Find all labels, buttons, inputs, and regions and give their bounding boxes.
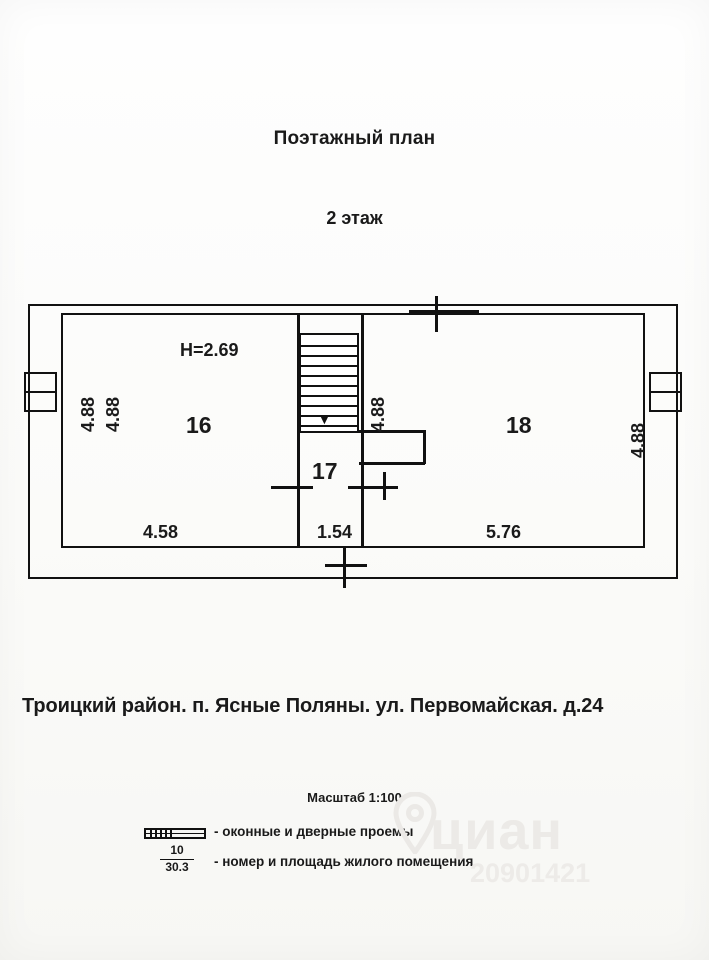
- room-number-area-symbol: [140, 843, 210, 874]
- watermark-id: 20901421: [470, 858, 591, 888]
- dimension-bottom-right: 5.76: [486, 522, 522, 542]
- legend-fraction-denominator: 30.3: [165, 859, 189, 874]
- floor-subtitle: 2 этаж: [326, 208, 383, 228]
- opening-mark-top-horizontal: [409, 310, 479, 313]
- legend-fraction-numerator: 10: [170, 843, 184, 857]
- dimension-middle: 4.88: [368, 396, 388, 432]
- legend: [140, 822, 610, 874]
- door-mark-right: [348, 486, 398, 489]
- address-line: Троицкий район. п. Ясные Поляны. ул. Первомайская. д.24: [22, 695, 604, 717]
- room-label-16: 16: [186, 412, 212, 438]
- dimension-bottom-left: 4.58: [143, 522, 179, 542]
- room-label-18: 18: [506, 412, 532, 438]
- window-right: [649, 372, 682, 412]
- scale-label: Масштаб 1:100: [307, 790, 402, 805]
- dimension-right: 4.88: [628, 422, 648, 458]
- door-mark-left: [271, 486, 313, 489]
- watermark-brand: циан: [430, 801, 564, 861]
- openings-symbol: [140, 822, 210, 844]
- landing-edge-right: [423, 430, 426, 464]
- legend-row-room-number: [140, 843, 610, 874]
- opening-mark-bottom-vertical: [343, 546, 346, 588]
- room-label-17: 17: [312, 458, 338, 484]
- legend-text-room-number: - номер и площадь жилого помещения: [214, 854, 474, 869]
- opening-mark-top-vertical: [435, 296, 438, 332]
- dimension-bottom-middle: 1.54: [317, 522, 353, 542]
- window-left: [24, 372, 57, 412]
- landing-edge-bottom: [359, 462, 425, 465]
- floor-plan-drawing: [28, 300, 680, 583]
- legend-row-openings: [140, 822, 610, 848]
- page-title: Поэтажный план: [273, 128, 436, 149]
- opening-mark-bottom-horizontal: [325, 564, 367, 567]
- door-mark-right-vertical: [383, 472, 386, 500]
- dimension-left-inner: 4.88: [103, 396, 123, 432]
- stair-direction-arrow: ▼: [317, 411, 332, 428]
- ceiling-height-label: H=2.69: [180, 340, 239, 360]
- dimension-left-outer: 4.88: [78, 396, 98, 432]
- legend-text-openings: - оконные и дверные проемы: [214, 824, 414, 839]
